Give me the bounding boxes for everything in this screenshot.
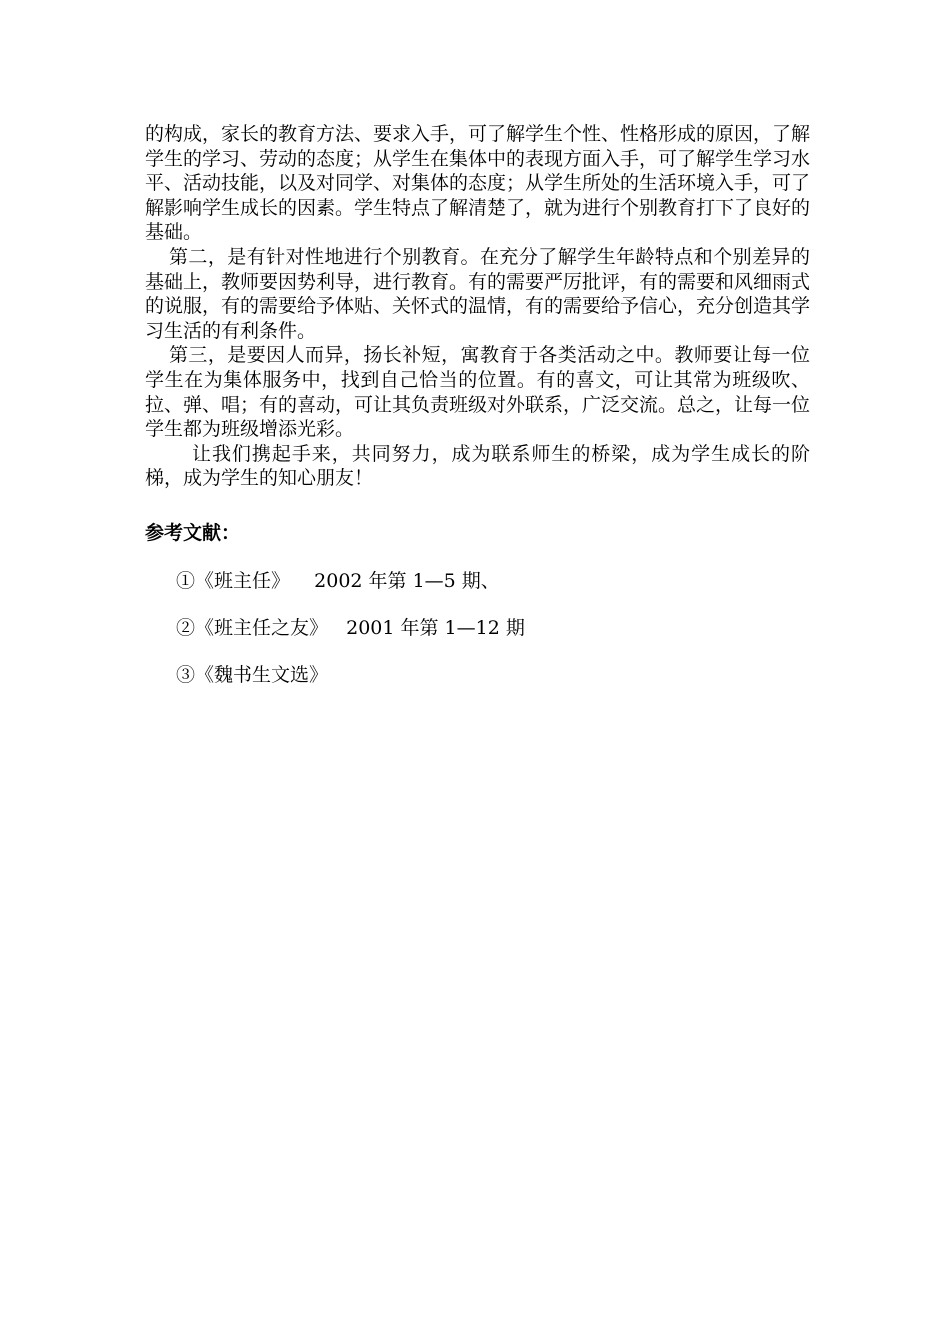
body-text (145, 122, 810, 491)
references-heading: 参考文献： (145, 522, 241, 544)
reference-item: ②《班主任之友》 2001 年第 1—12 期 (176, 617, 525, 639)
paragraph-third-point: 第三，是要因人而异，扬长补短，寓教育于各类活动之中。教师要让每一位学生在为集体服务中，找到自己恰当的位置。有的喜文，可让其常为班级吹、拉、弹、唱；有的喜动，可让其负责班级对外联系，广泛交流。总之，让每一位学生都为班级增添光彩。 (145, 344, 811, 441)
paragraph-closing: 让我们携起手来，共同努力，成为联系师生的桥梁，成为学生成长的阶梯，成为学生的知心朋友！ (145, 442, 810, 490)
reference-item: ①《班主任》 2002 年第 1—5 期、 (176, 570, 500, 592)
reference-item: ③《魏书生文选》 (176, 664, 329, 686)
paragraph-second-point: 第二，是有针对性地进行个别教育。在充分了解学生年龄特点和个别差异的基础上，教师要因势利导，进行教育。有的需要严厉批评，有的需要和风细雨式的说服，有的需要给予体贴、关怀式的温情，有的需要给予信心，充分创造其学习生活的有利条件。 (145, 245, 811, 342)
paragraph-continuation: 的构成，家长的教育方法、要求入手，可了解学生个性、性格形成的原因，了解学生的学习、劳动的态度；从学生在集体中的表现方面入手，可了解学生学习水平、活动技能，以及对同学、对集体的态度；从学生所处的生活环境入手，可了解影响学生成长的因素。学生特点了解清楚了，就为进行个别教育打下了良好的基础。 (145, 123, 811, 244)
